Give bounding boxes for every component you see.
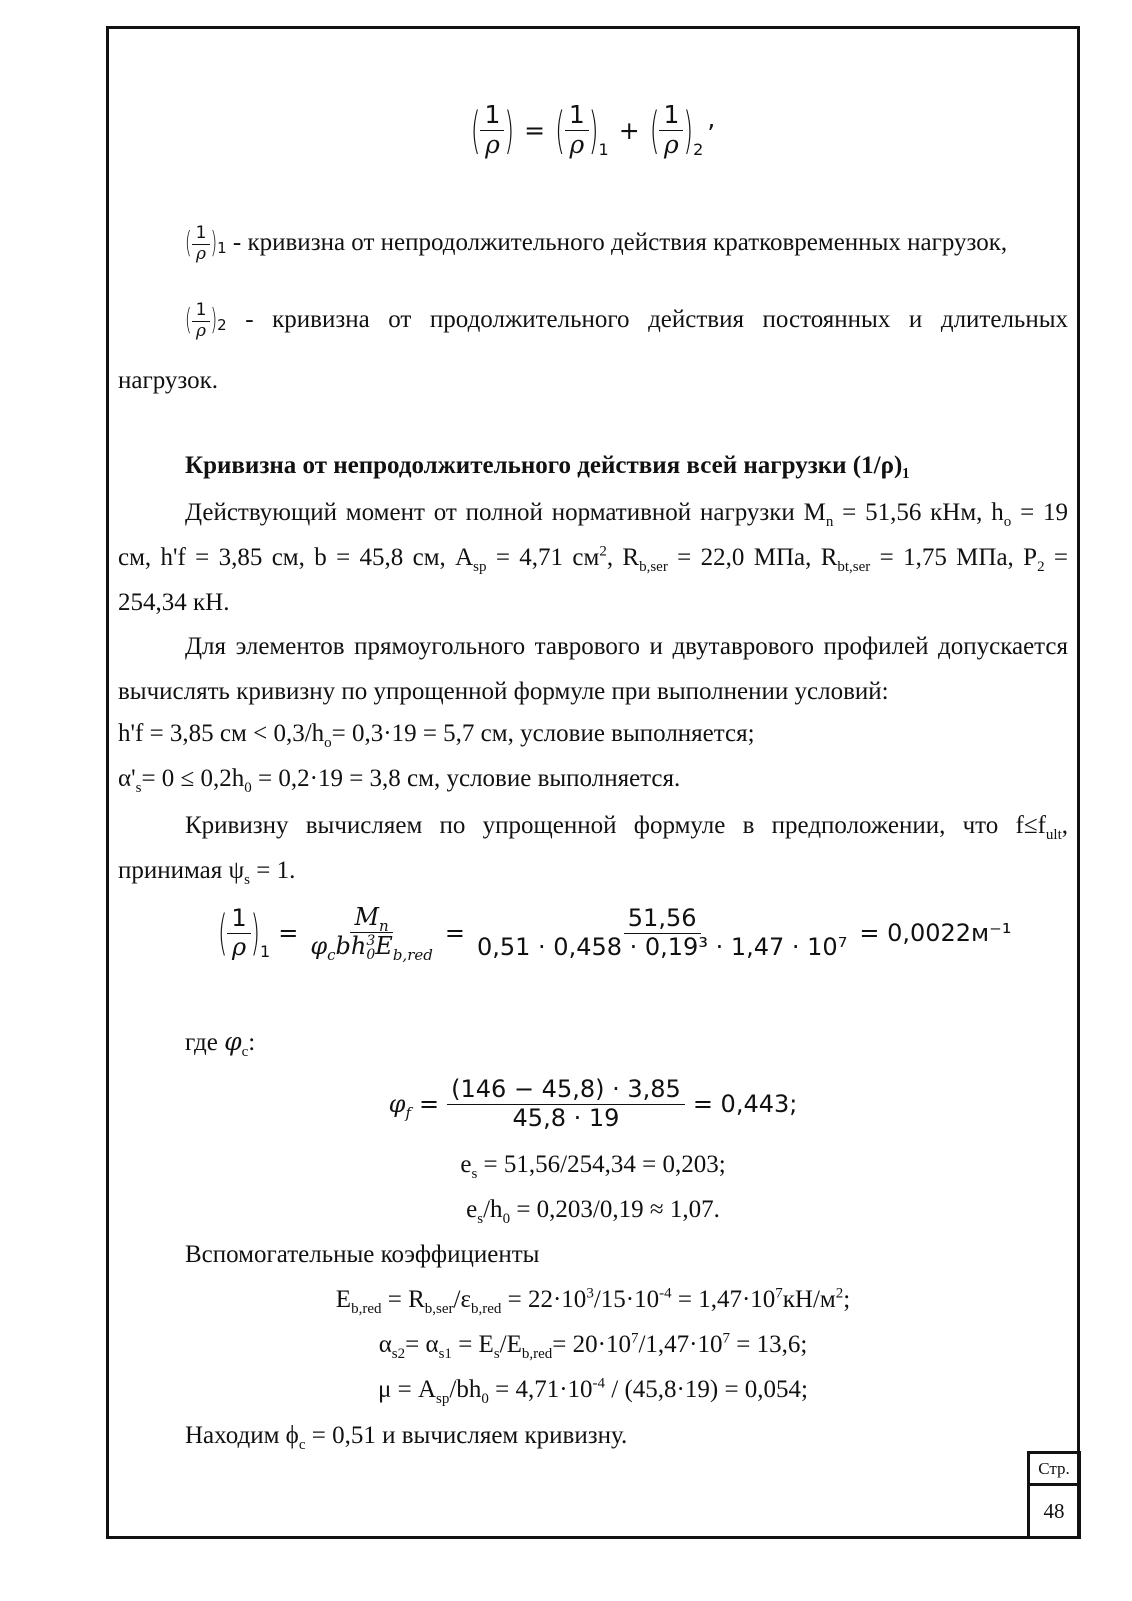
section-heading: Кривизна от непродолжительного действия всей нагрузки (1/ρ)₁ xyxy=(185,452,910,479)
curvature-term-1: ( $\frac{1}{\rho}$ ) 1 xyxy=(555,99,609,160)
paragraph-loads: Действующий момент от полной нормативной нагрузки $M_n = 51,56$ кНм, $h_o = 19$ см, h'f = 3,85 см, b = 45,8 см, $A_{sp} = 4,71$ $см^2$, $R_{b,ser} = 22,0$ МПа, $R_{bt,ser} = 1,75$ МПа, $P_2 = 254,34$ кН. xyxy=(118,499,1069,616)
formula-total-curvature: ( $\frac{1}{\rho}$ ) = ( $\frac{1}{\rho}$ ) 1 + ( $\frac{1}{\rho}$ ) 2 , xyxy=(470,99,716,160)
mu-formula: $\mu = A_{sp}/bh_0 = 4,71\cdot 10^{-4} / (45,8\cdot 19) = 0,054$; xyxy=(377,1375,808,1407)
page-number: 48 xyxy=(1027,1483,1081,1539)
definition-curvature-1: ( $\frac{1}{\rho}$ ) 1 - кривизна от непродолжительного действия кратковременных нагрузок, xyxy=(185,223,1008,264)
definition-curvature-2: ( $\frac{1}{\rho}$ ) 2 - кривизна от продолжительного действия постоянных и длительных нагрузок. xyxy=(118,300,1068,395)
final-sentence: Находим $\phi_c = 0,51$ и вычисляем кривизну. xyxy=(185,1422,628,1453)
fraction-symbolic: $M_n$ $\varphi_cbh$ 3 0 $E_{b,red}$ xyxy=(310,903,433,964)
curvature-term-2: ( $\frac{1}{\rho}$ ) 2 xyxy=(649,99,704,160)
es-ratio: $e_s/h_0 = 0,203/0,19 \approx 1,07$. xyxy=(466,1196,720,1227)
eb-red-formula: $E_{b,red} = R_{b,ser}/\varepsilon_{b,red} = 22\cdot 10^3/15\cdot 10^{-4} = 1,47\cdot 10^7кН/м^2$; xyxy=(335,1285,851,1317)
es-value: $e_s = 51,56/254,34 = 0,203$; xyxy=(460,1151,726,1182)
condition-1: h'f = 3,85 см < $0,3/h_o= 0,3\cdot 19 = 5,7$ см, условие выполняется; xyxy=(118,720,755,751)
formula-phi-f: $\varphi_f$ = $\frac{(146 - 45,8) \cdot 3,85}{45,8 \cdot 19}$ = 0,443; xyxy=(388,1074,798,1132)
aux-coefficients-heading: Вспомогательные коэффициенты xyxy=(185,1241,540,1268)
formula-curvature-1: ( $\frac{1}{\rho}$ ) 1 = $M_n$ $\varphi_cbh$ 3 0 $E_{b,red}$ = $\frac{51,56}{\text{0,51 · 0,458 · 0,19³ · 1,47 · 10⁷}}$ = 0,0022м⁻¹ xyxy=(218,903,1012,964)
alpha-formula: $\alpha_{s2}= \alpha_{s1} = E_s/E_{b,red}= 20\cdot 10^7/1,47\cdot 10^7 = 13,6$; xyxy=(378,1330,808,1362)
fraction-numeric: $\frac{51,56}{\text{0,51 · 0,458 · 0,19³ · 1,47 · 10⁷}}$ xyxy=(476,903,848,961)
paragraph-simplified: Кривизну вычисляем по упрощенной формуле в предположении, что $f\le f_{ult}$, принимая $\psi_s = 1$. xyxy=(118,812,1068,888)
condition-2: $\alpha'_s= 0 \le 0,2h_0 = 0,2\cdot 19 = 3,8$ см, условие выполняется. xyxy=(118,765,681,796)
curvature-term-total: ( $\frac{1}{\rho}$ ) xyxy=(470,99,515,159)
page-stamp-label: Стр. xyxy=(1027,1451,1081,1486)
paragraph-conditions: Для элементов прямоугольного таврового и двутаврового профилей допускается вычислять кривизну по упрощенной формуле при выполнении условий: xyxy=(118,633,1068,705)
where-phi-c: где $\varphi_c$: xyxy=(185,1027,256,1060)
